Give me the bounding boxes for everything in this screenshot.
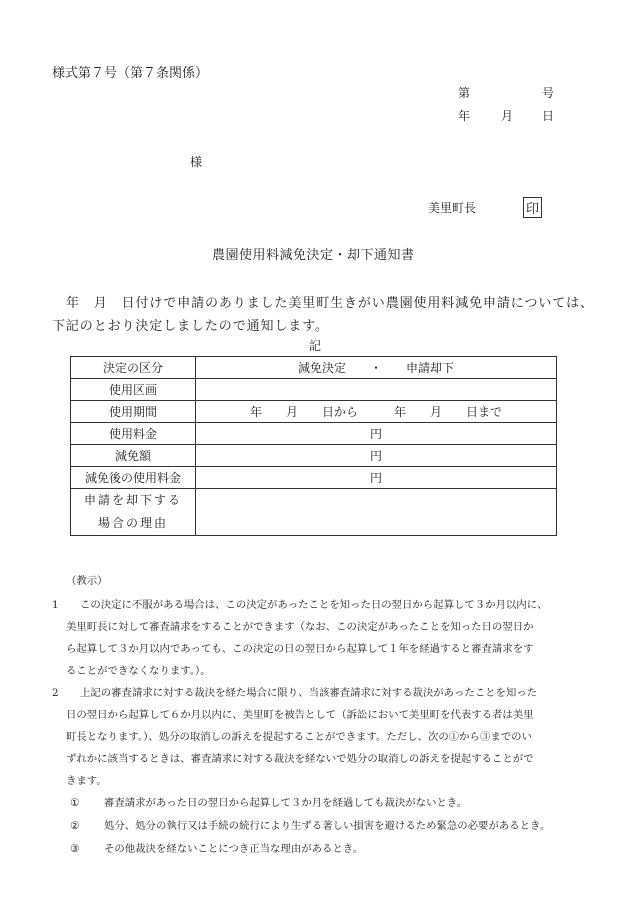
table-row — [71, 467, 557, 489]
instruction-number: 1 — [52, 599, 59, 611]
instruction-item — [52, 594, 592, 682]
document-title: 農園使用料減免決定・却下通知書 — [212, 248, 415, 263]
rejection-reason-label-line2: 場合の理由 — [97, 516, 168, 530]
seal-mark: 印 — [523, 197, 542, 218]
table-row — [71, 423, 557, 445]
exception-text: 審査請求があった日の翌日から起算して３か月を経過しても裁決がないとき。 — [104, 797, 468, 809]
instruction-line: この決定に不服がある場合は、この決定があったことを知った日の翌日から起算して３か月以内に、 — [80, 599, 548, 611]
instructions-section — [52, 568, 592, 861]
exception-item — [52, 838, 592, 861]
date-year: 年 — [458, 109, 471, 123]
instruction-line: ることができなくなります。）。 — [66, 665, 211, 677]
instruction-line: 美里町長に対して審査請求をすることができます（なお、この決定があったことを知った日の翌日か — [66, 621, 534, 633]
exception-text: 処分、処分の執行又は手続の続行により生ずる著しい損害を避けるため緊急の必要があるとき。 — [104, 820, 551, 832]
doc-number-prefix: 第 — [458, 86, 471, 100]
table-row — [71, 489, 557, 536]
fee-value: 円 — [196, 423, 557, 445]
instruction-line: 日の翌日から起算して６か月以内に、美里町を被告として（訴訟において美里町を代表する者は美里 — [66, 709, 534, 721]
instruction-line: 上記の審査請求に対する裁決を経た場合に限り、当該審査請求に対する裁決があったことを知った — [80, 687, 538, 699]
table-row — [71, 379, 557, 401]
decision-table — [70, 356, 557, 536]
area-label: 使用区画 — [71, 379, 196, 401]
after-reduction-value: 円 — [196, 467, 557, 489]
ki-label: 記 — [309, 339, 322, 353]
exception-mark: ① — [70, 797, 80, 809]
sender-name: 美里町長 — [428, 201, 477, 215]
after-reduction-label: 減免後の使用料金 — [71, 467, 196, 489]
instructions-heading: （教示） — [66, 575, 108, 587]
exception-item — [52, 815, 592, 838]
rejection-reason-label-line1: 申請を却下する — [83, 493, 182, 507]
date-day: 日 — [542, 109, 555, 123]
instruction-line: ずれかに該当するときは、審査請求に対する裁決を経ないで処分の取消しの訴えを提起することがで — [66, 753, 534, 765]
instruction-line: 町長となります。）、処分の取消しの訴えを提起することができます。ただし、次の①から③までのい — [66, 731, 532, 743]
instruction-line: ら起算して３か月以内であっても、この決定の日の翌日から起算して１年を経過すると審査請求をす — [66, 643, 534, 655]
reduction-label: 減免額 — [71, 445, 196, 467]
rejection-reason-label — [71, 489, 196, 536]
instruction-line: きます。 — [66, 775, 107, 787]
decision-value: 減免決定 ・ 申請却下 — [196, 357, 557, 379]
table-row — [71, 445, 557, 467]
instruction-number: 2 — [52, 687, 59, 699]
addressee-suffix: 様 — [190, 155, 203, 169]
doc-number-suffix: 号 — [542, 86, 555, 100]
exception-item — [52, 792, 592, 815]
reduction-value: 円 — [196, 445, 557, 467]
fee-label: 使用料金 — [71, 423, 196, 445]
instruction-item — [52, 682, 592, 792]
form-number: 様式第７号（第７条関係） — [52, 66, 209, 81]
rejection-reason-value — [196, 489, 557, 536]
exception-mark: ③ — [70, 843, 80, 855]
period-value: 年 月 日から 年 月 日まで — [196, 401, 557, 423]
table-row — [71, 357, 557, 379]
date-month: 月 — [501, 109, 514, 123]
period-label: 使用期間 — [71, 401, 196, 423]
exception-mark: ② — [70, 820, 80, 832]
table-row — [71, 401, 557, 423]
area-value — [196, 379, 557, 401]
body-line-1: 年 月 日付けで申請のありました美里町生きがい農園使用料減免申請については、 — [66, 296, 594, 311]
decision-label: 決定の区分 — [71, 357, 196, 379]
body-line-2: 下記のとおり決定しましたので通知します。 — [52, 319, 329, 334]
exception-text: その他裁決を経ないことにつき正当な理由があるとき。 — [104, 843, 364, 855]
